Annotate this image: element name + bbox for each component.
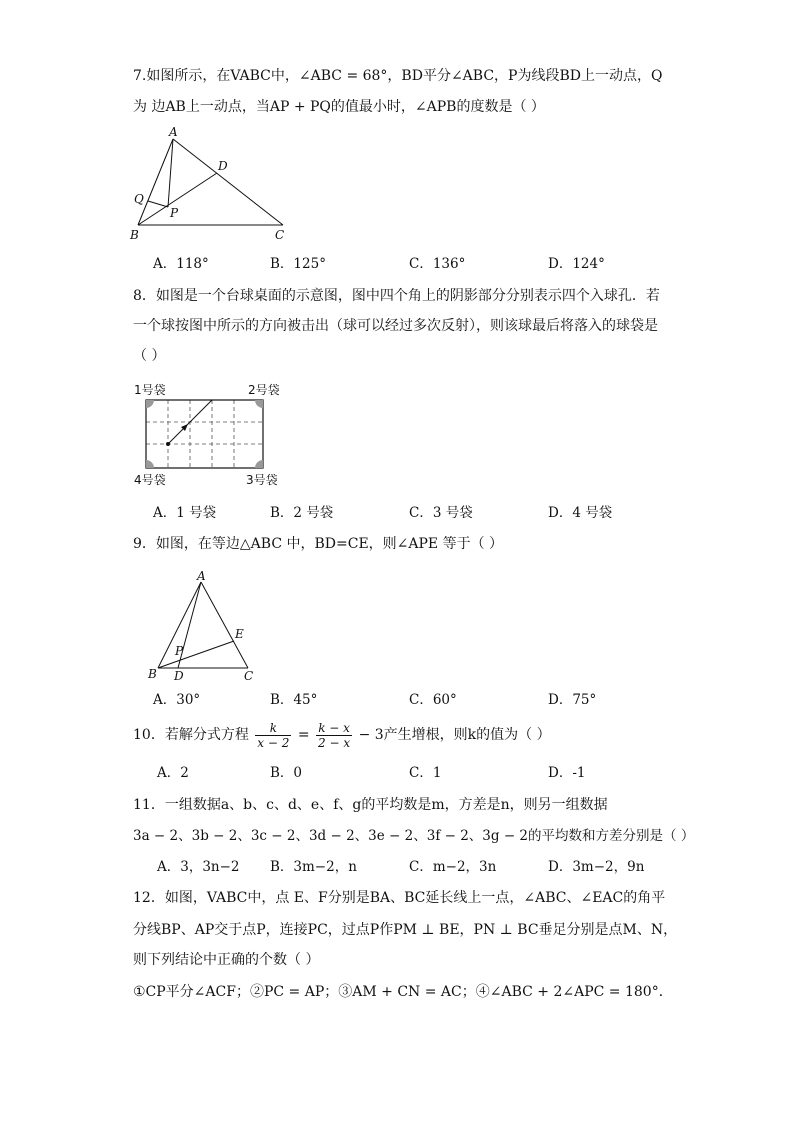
- q8-stem-line1: 8．如图是一个台球桌面的示意图，图中四个角上的阴影部分分别表示四个入球孔．若: [133, 288, 660, 304]
- q11-option-d[interactable]: D．3m−2，9n: [548, 859, 645, 875]
- q11-stem-line1: 11．一组数据a、b、c、d、e、f、g的平均数是m，方差是n，则另一组数据: [133, 797, 608, 813]
- q12-stem-line3: 则下列结论中正确的个数（ ）: [133, 952, 320, 968]
- q8-stem-line2: 一个球按图中所示的方向被击出（球可以经过多次反射），则该球最后将落入的球袋是: [133, 318, 658, 334]
- q9-option-d[interactable]: D．75°: [548, 692, 597, 708]
- q9-side-ac: [201, 582, 248, 668]
- q9-label-e: E: [235, 627, 244, 641]
- q8-pocket-3-label: 3号袋: [246, 473, 278, 487]
- q7-triangle-figure: [128, 125, 298, 245]
- q8-pocket-2-shape: [255, 400, 263, 408]
- q10-stem: [133, 718, 551, 752]
- q8-option-a[interactable]: A．1 号袋: [153, 505, 217, 521]
- q8-pocket-4-label: 4号袋: [134, 473, 166, 487]
- q8-pocket-3-shape: [255, 460, 263, 468]
- q9-label-a: A: [197, 569, 206, 583]
- q9-equilateral-triangle-figure: [138, 568, 268, 684]
- q10-suffix: − 3产生增根，则k的值为（ ）: [358, 727, 551, 743]
- q8-pocket-1-label: 1号袋: [134, 383, 166, 397]
- q7-stem-line1: 7.如图所示，在VABC中，∠ABC = 68°，BD平分∠ABC，P为线段BD上一动点，Q: [133, 68, 663, 84]
- q9-option-b[interactable]: B．45°: [270, 692, 318, 708]
- q12-conclusions: ①CP平分∠ACF；②PC = AP；③AM + CN = AC；④∠ABC + 2∠APC = 180°．: [133, 984, 673, 1000]
- q7-label-a: A: [169, 125, 178, 139]
- q9-option-a[interactable]: A．30°: [153, 692, 201, 708]
- q8-pocket-4-shape: [146, 460, 154, 468]
- q12-stem-line1: 12．如图，VABC中，点 E、F分别是BA、BC延长线上一点，∠ABC、∠EAC的角平: [133, 890, 666, 906]
- q10-option-d[interactable]: D．-1: [548, 765, 586, 781]
- q8-pocket-1-shape: [146, 400, 154, 408]
- q7-option-b[interactable]: B．125°: [270, 256, 326, 272]
- q8-option-b[interactable]: B．2 号袋: [270, 505, 334, 521]
- q7-label-b: B: [130, 228, 139, 242]
- q8-option-c[interactable]: C．3 号袋: [409, 505, 473, 521]
- q10-fraction-1: [255, 721, 291, 750]
- q9-option-c[interactable]: C．60°: [409, 692, 457, 708]
- q9-label-p: P: [175, 644, 184, 658]
- q12-stem-line2: 分线BP、AP交于点P，连接PC，过点P作PM ⊥ BE，PN ⊥ BC垂足分别是点M、N，: [133, 922, 678, 938]
- q10-option-b[interactable]: B．0: [270, 765, 303, 781]
- q11-option-a[interactable]: A．3，3n−2: [157, 859, 240, 875]
- q8-table-border: [146, 400, 263, 468]
- q10-fraction-2: [316, 721, 352, 750]
- q11-option-b[interactable]: B．3m−2，n: [270, 859, 357, 875]
- q11-option-c[interactable]: C．m−2，3n: [409, 859, 497, 875]
- q9-stem-line1: 9．如图，在等边△ABC 中，BD=CE，则∠APE 等于（ ）: [133, 536, 504, 552]
- q10-prefix: 10．若解分式方程: [133, 727, 249, 743]
- q7-option-c[interactable]: C．136°: [409, 256, 466, 272]
- q7-label-q: Q: [134, 192, 144, 206]
- q10-fraction-1-numerator: k: [255, 721, 291, 736]
- q7-side-ac: [173, 139, 283, 225]
- q7-side-ab: [138, 139, 173, 225]
- q8-grid-lines: [146, 400, 263, 468]
- q7-label-p: P: [170, 206, 179, 220]
- q9-label-d: D: [174, 669, 184, 683]
- q10-fraction-2-denominator: 2 − x: [318, 735, 351, 750]
- q7-option-d[interactable]: D．124°: [548, 256, 605, 272]
- q10-option-a[interactable]: A．2: [157, 765, 189, 781]
- q7-label-d: D: [218, 159, 228, 173]
- q7-option-a[interactable]: A．118°: [153, 256, 209, 272]
- q9-label-c: C: [244, 669, 254, 683]
- q8-stem-line3: （ ）: [133, 348, 166, 364]
- q7-label-c: C: [275, 228, 285, 242]
- q8-billiard-table-figure: [128, 378, 298, 488]
- q10-fraction-1-denominator: x − 2: [257, 735, 290, 750]
- q10-fraction-2-numerator: k − x: [316, 721, 352, 736]
- q11-stem-line2: 3a − 2、3b − 2、3c − 2、3d − 2、3e − 2、3f − 2、3g − 2的平均数和方差分别是（ ）: [133, 828, 695, 844]
- q7-segment-pq: [148, 201, 168, 207]
- q10-equals: =: [297, 727, 310, 743]
- q8-option-d[interactable]: D．4 号袋: [548, 505, 613, 521]
- q8-pocket-2-label: 2号袋: [248, 383, 280, 397]
- q9-label-b: B: [148, 667, 157, 681]
- q10-option-c[interactable]: C．1: [409, 765, 442, 781]
- q7-stem-line2: 为 边AB上一动点，当AP + PQ的值最小时，∠APB的度数是（ ）: [133, 99, 545, 115]
